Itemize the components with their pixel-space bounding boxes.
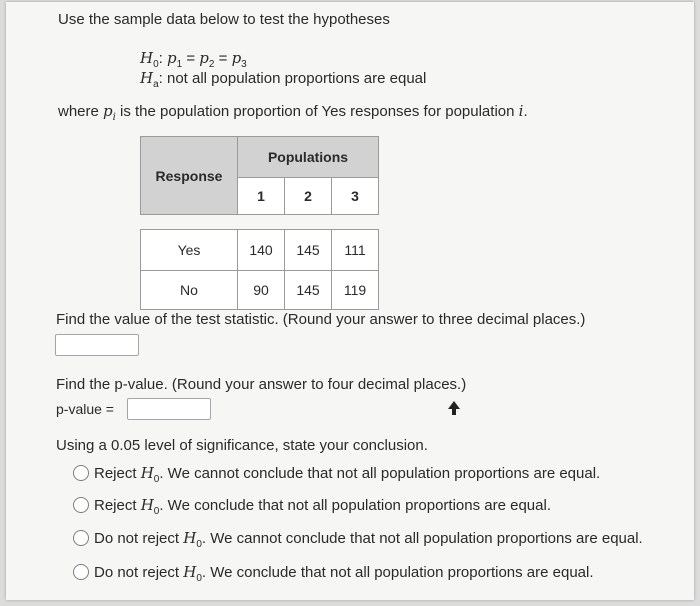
column-header: 2 [285,178,332,215]
table-cell: 119 [332,271,379,310]
p-value-input[interactable] [127,398,211,420]
test-statistic-question: Find the value of the test statistic. (Round your answer to three decimal places.) [56,311,586,328]
p-value-label: p-value = [56,401,114,417]
row-label: Yes [141,230,238,271]
option-text: Reject $H_0$. We conclude that not all population proportions are equal. [94,496,551,517]
conclusion-question: Using a 0.05 level of significance, state your conclusion. [56,437,428,454]
option-text: Do not reject $H_0$. We conclude that not all population proportions are equal. [94,563,594,584]
radio-button[interactable] [73,564,89,580]
column-header: 1 [238,178,285,215]
null-hypothesis: $H_0$: $p_1 = p_2 = p_3$ [140,49,247,70]
p-value-question: Find the p-value. (Round your answer to four decimal places.) [56,376,467,393]
option-text: Do not reject $H_0$. We cannot conclude that not all population proportions are equal. [94,529,643,550]
table-cell: 111 [332,230,379,271]
table-cell: 140 [238,230,285,271]
table-cell: 145 [285,230,332,271]
table-row [141,230,379,271]
table-cell: 145 [285,271,332,310]
intro-text: Use the sample data below to test the hypotheses [58,11,390,28]
question-page [6,2,694,600]
column-header: 3 [332,178,379,215]
row-label: No [141,271,238,310]
alternative-hypothesis: $H_a$: not all population proportions are equal [140,69,427,90]
response-header: Response [141,137,238,215]
populations-header: Populations [238,137,379,178]
mouse-cursor-icon [447,400,461,416]
table-row [141,271,379,310]
data-table [140,136,379,310]
radio-button[interactable] [73,530,89,546]
radio-button[interactable] [73,497,89,513]
option-text: Reject $H_0$. We cannot conclude that not all population proportions are equal. [94,464,601,485]
test-statistic-input[interactable] [55,334,139,356]
table-cell: 90 [238,271,285,310]
radio-button[interactable] [73,465,89,481]
definition-text: where $p_i$ is the population proportion of Yes responses for population i. [58,102,528,123]
